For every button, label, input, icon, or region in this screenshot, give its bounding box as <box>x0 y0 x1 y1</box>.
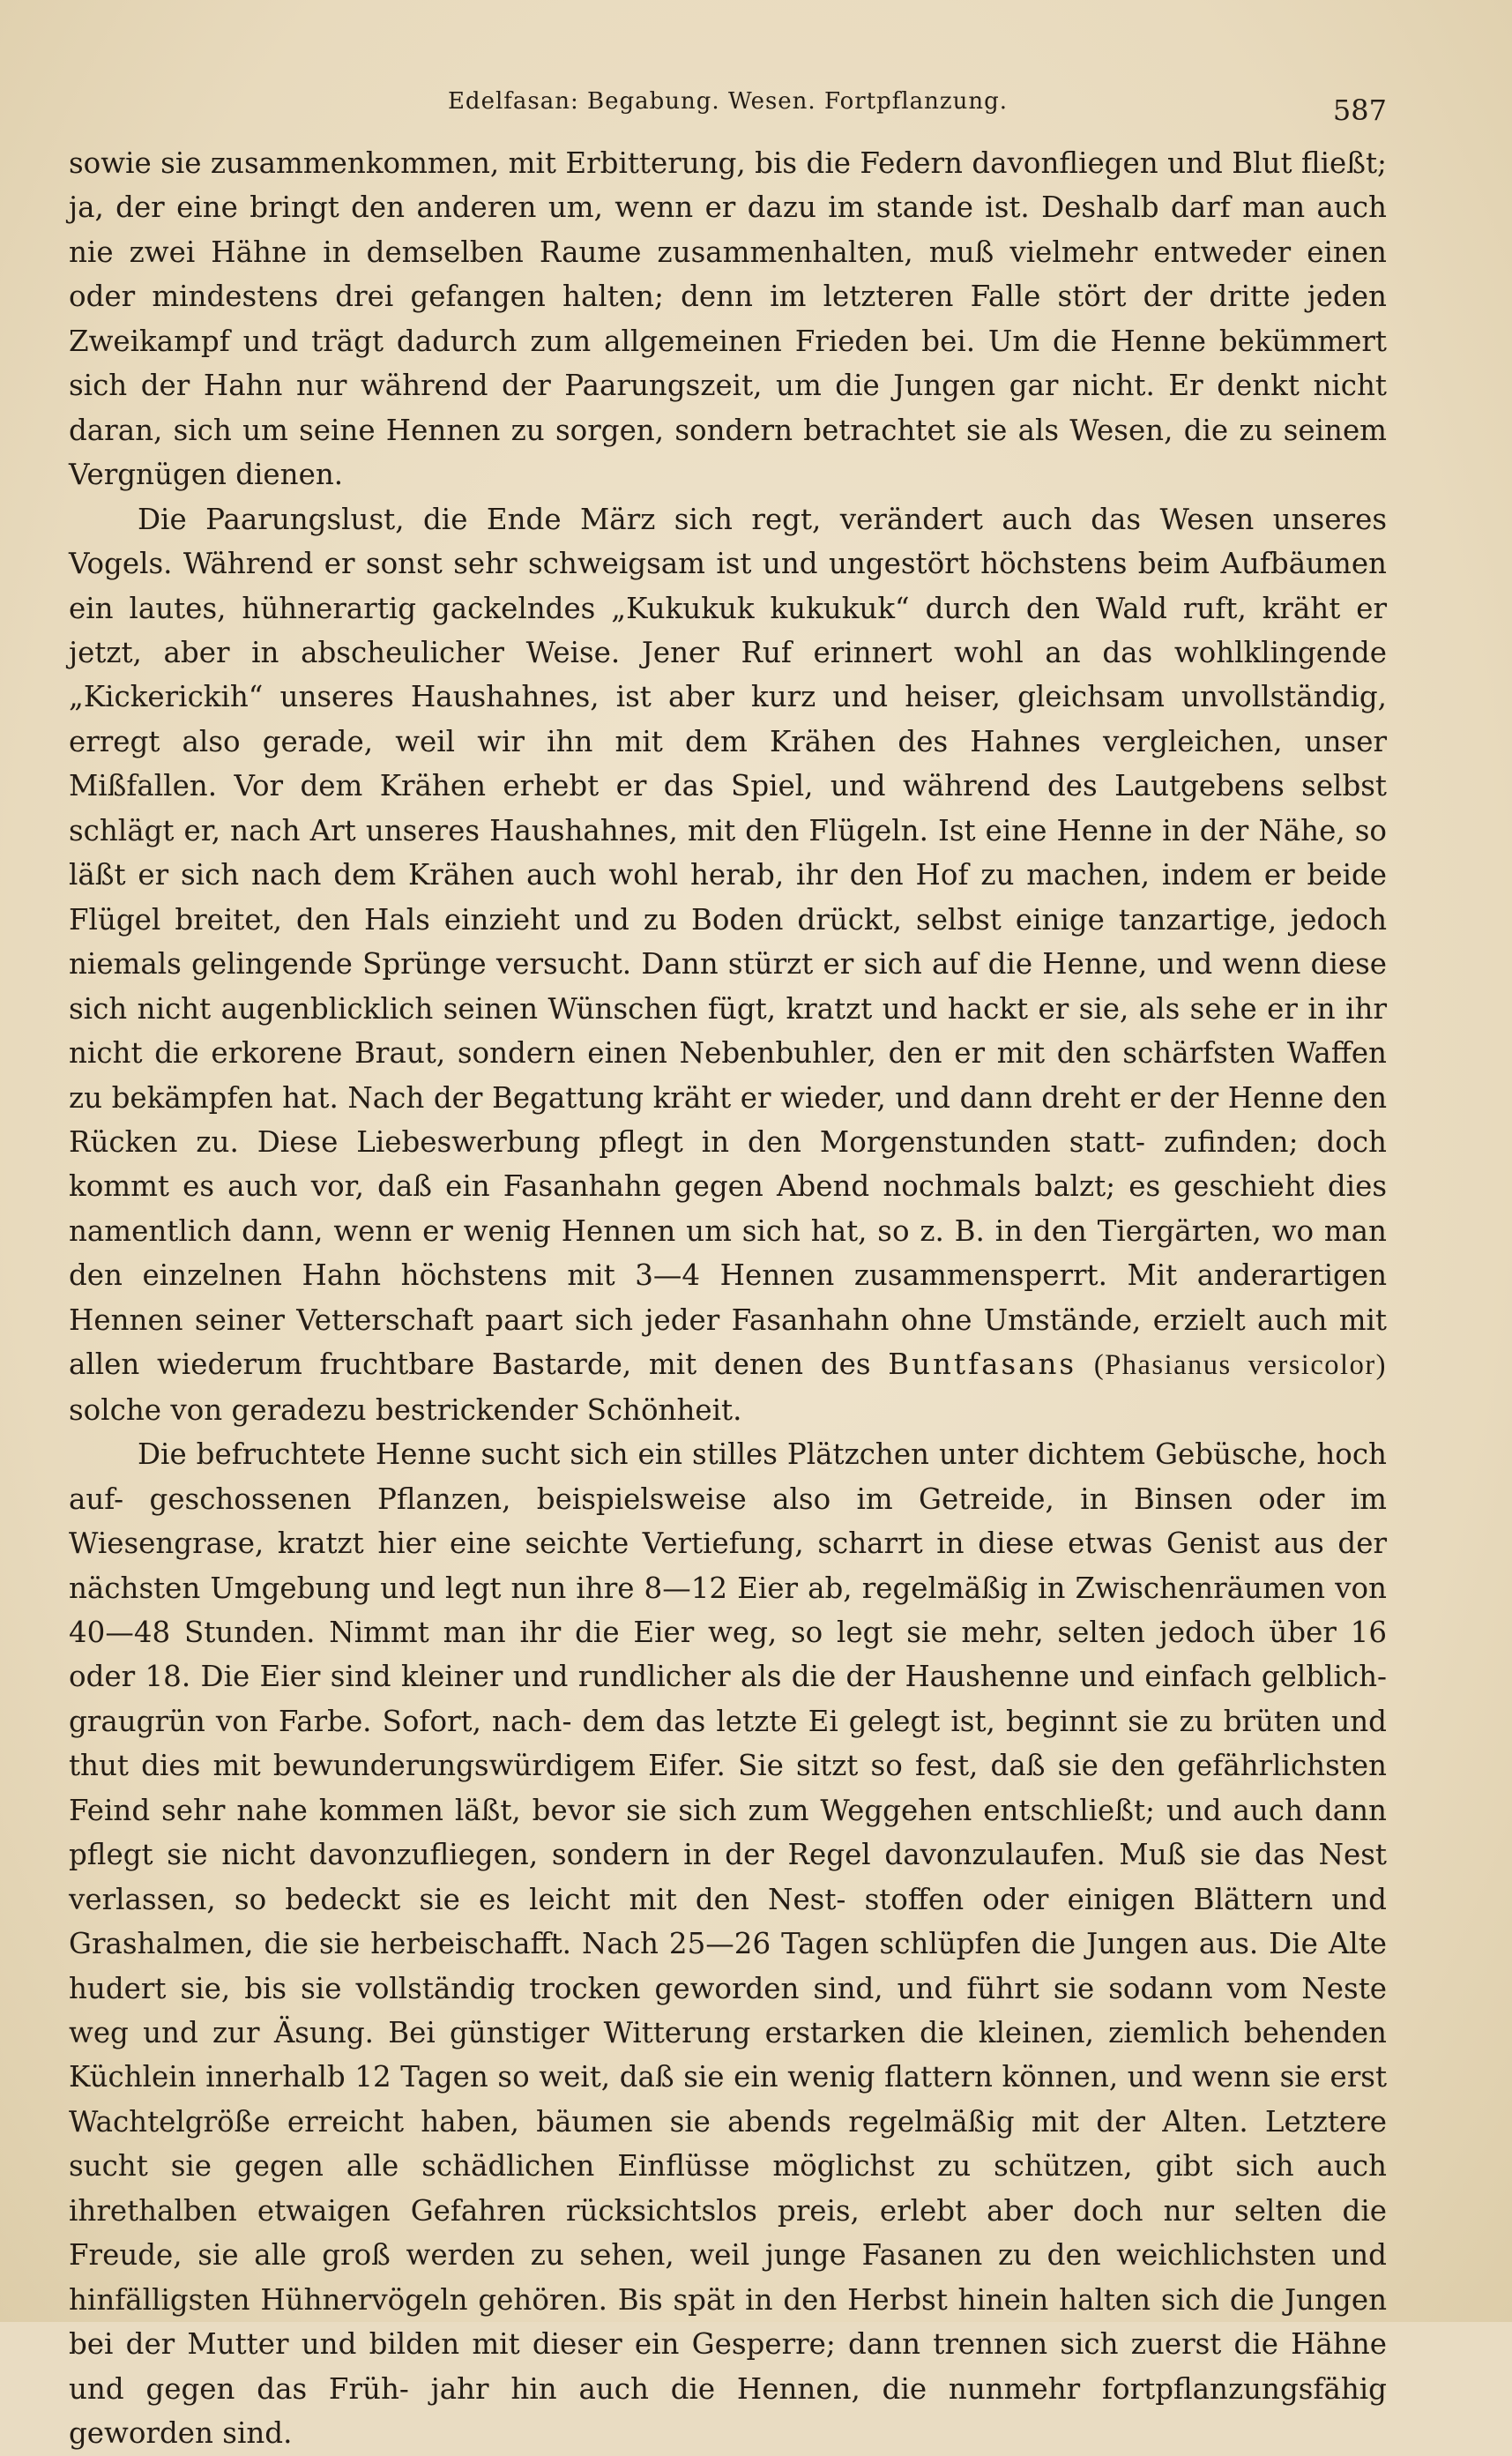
paragraph-2-text: Die Paarungslust, die Ende März sich regt, verändert auch das Wesen unseres Vogels. Während er sonst sehr schweigsam ist und ungestört höchstens beim Aufbäumen ein lautes, hühnerartig gackelndes „Kukukuk kukukuk“ durch den Wald ruft, kräht er jetzt, aber in abscheulicher Weise. Jener Ruf erinnert wohl an das wohlklingende „Kickerickih“ unseres Haushahnes, ist aber kurz und heiser, gleichsam unvollständig, erregt also gerade, weil wir ihn mit dem Krähen des Hahnes vergleichen, unser Mißfallen. Vor dem Krähen erhebt er das Spiel, und während des Lautgebens selbst schlägt er, nach Art unseres Haushahnes, mit den Flügeln. Ist eine Henne in der Nähe, so läßt er sich nach dem Krähen auch wohl herab, ihr den Hof zu machen, indem er beide Flügel breitet, den Hals einzieht und zu Boden drückt, selbst einige tanzartige, jedoch niemals gelingende Sprünge versucht. Dann stürzt er sich auf die Henne, und wenn diese sich nicht augenblicklich seinen Wünschen fügt, kratzt und hackt er sie, als sehe er in ihr nicht die erkorene Braut, sondern einen Nebenbuhler, den er mit den schärfsten Waffen zu bekämpfen hat. Nach der Begattung kräht er wieder, und dann dreht er der Henne den Rücken zu. Diese Liebeswerbung pflegt in den Morgenstunden statt- zufinden; doch kommt es auch vor, daß ein Fasanhahn gegen Abend nochmals balzt; es geschieht dies namentlich dann, wenn er wenig Hennen um sich hat, so z. B. in den Tiergärten, wo man den einzelnen Hahn höchstens mit 3—4 Hennen zusammensperrt. Mit anderartigen Hennen seiner Vetterschaft paart sich jeder Fasanhahn ohne Umstände, erzielt auch mit allen wiederum fruchtbare Bastarde, mit denen des <box>69 502 1387 1382</box>
running-header <box>69 78 1387 131</box>
running-title: Edelfasan: Begabung. Wesen. Fortpflanzung. <box>447 88 1009 115</box>
body-text <box>69 141 1387 2456</box>
paragraph-2-tail: solche von geradezu bestrickender Schönheit. <box>69 1392 742 1427</box>
paragraph-3-text: Die befruchtete Henne sucht sich ein stilles Plätzchen unter dichtem Gebüsche, hoch auf- geschossenen Pflanzen, beispielsweise also im Getreide, in Binsen oder im Wiesengrase, kratzt hier eine seichte Vertiefung, scharrt in diese etwas Genist aus der nächsten Umgebung und legt nun ihre 8—12 Eier ab, regelmäßig in Zwischenräumen von 40—48 Stunden. Nimmt man ihr die Eier weg, so legt sie mehr, selten jedoch über 16 oder 18. Die Eier sind kleiner und rundlicher als die der Haushenne und einfach gelblich-graugrün von Farbe. Sofort, nach- dem das letzte Ei gelegt ist, beginnt sie zu brüten und thut dies mit bewunderungswürdigem Eifer. Sie sitzt so fest, daß sie den gefährlichsten Feind sehr nahe kommen läßt, bevor sie sich zum Weggehen entschließt; und auch dann pflegt sie nicht davonzufliegen, sondern in der Regel davonzulaufen. Muß sie das Nest verlassen, so bedeckt sie es leicht mit den Nest- stoffen oder einigen Blättern und Grashalmen, die sie herbeischafft. Nach 25—26 Tagen schlüpfen die Jungen aus. Die Alte hudert sie, bis sie vollständig trocken geworden sind, und führt sie sodann vom Neste weg und zur Äsung. Bei günstiger Witterung erstarken die kleinen, ziemlich behenden Küchlein innerhalb 12 Tagen so weit, daß sie ein wenig flattern können, und wenn sie erst Wachtelgröße erreicht haben, bäumen sie abends regelmäßig mit der Alten. Letztere sucht sie gegen alle schädlichen Einflüsse möglichst zu schützen, gibt sich auch ihrethalben etwaigen Gefahren rücksichtslos preis, erlebt aber doch nur selten die Freude, sie alle groß werden zu sehen, weil junge Fasanen zu den weichlichsten und hinfälligsten Hühnervögeln gehören. Bis spät in den Herbst hinein halten sich die Jungen bei der Mutter und bilden mit dieser ein Gesperre; dann trennen sich zuerst die Hähne und gegen das Früh- jahr hin auch die Hennen, die nunmehr fortpflanzungsfähig geworden sind. <box>69 1437 1387 2451</box>
paragraph-1-text: sowie sie zusammenkommen, mit Erbitterung, bis die Federn davonfliegen und Blut fließt; ja, der eine bringt den anderen um, wenn er dazu im stande ist. Deshalb darf man auch nie zwei Hähne in demselben Raume zusammenhalten, muß vielmehr entweder einen oder mindestens drei gefangen halten; denn im letzteren Falle stört der dritte jeden Zweikampf und trägt dadurch zum allgemeinen Frieden bei. Um die Henne bekümmert sich der Hahn nur während der Paarungszeit, um die Jungen gar nicht. Er denkt nicht daran, sich um seine Hennen zu sorgen, sondern betrachtet sie als Wesen, die zu seinem Vergnügen dienen. <box>69 146 1387 492</box>
page-number: 587 <box>1332 93 1387 127</box>
spaced-term: Buntfasans <box>888 1347 1077 1382</box>
latin-name: (Phasianus versicolor) <box>1093 1349 1387 1382</box>
paragraph-2 <box>69 497 1387 1433</box>
paragraph-1 <box>69 141 1387 497</box>
paragraph-3 <box>69 1432 1387 2455</box>
